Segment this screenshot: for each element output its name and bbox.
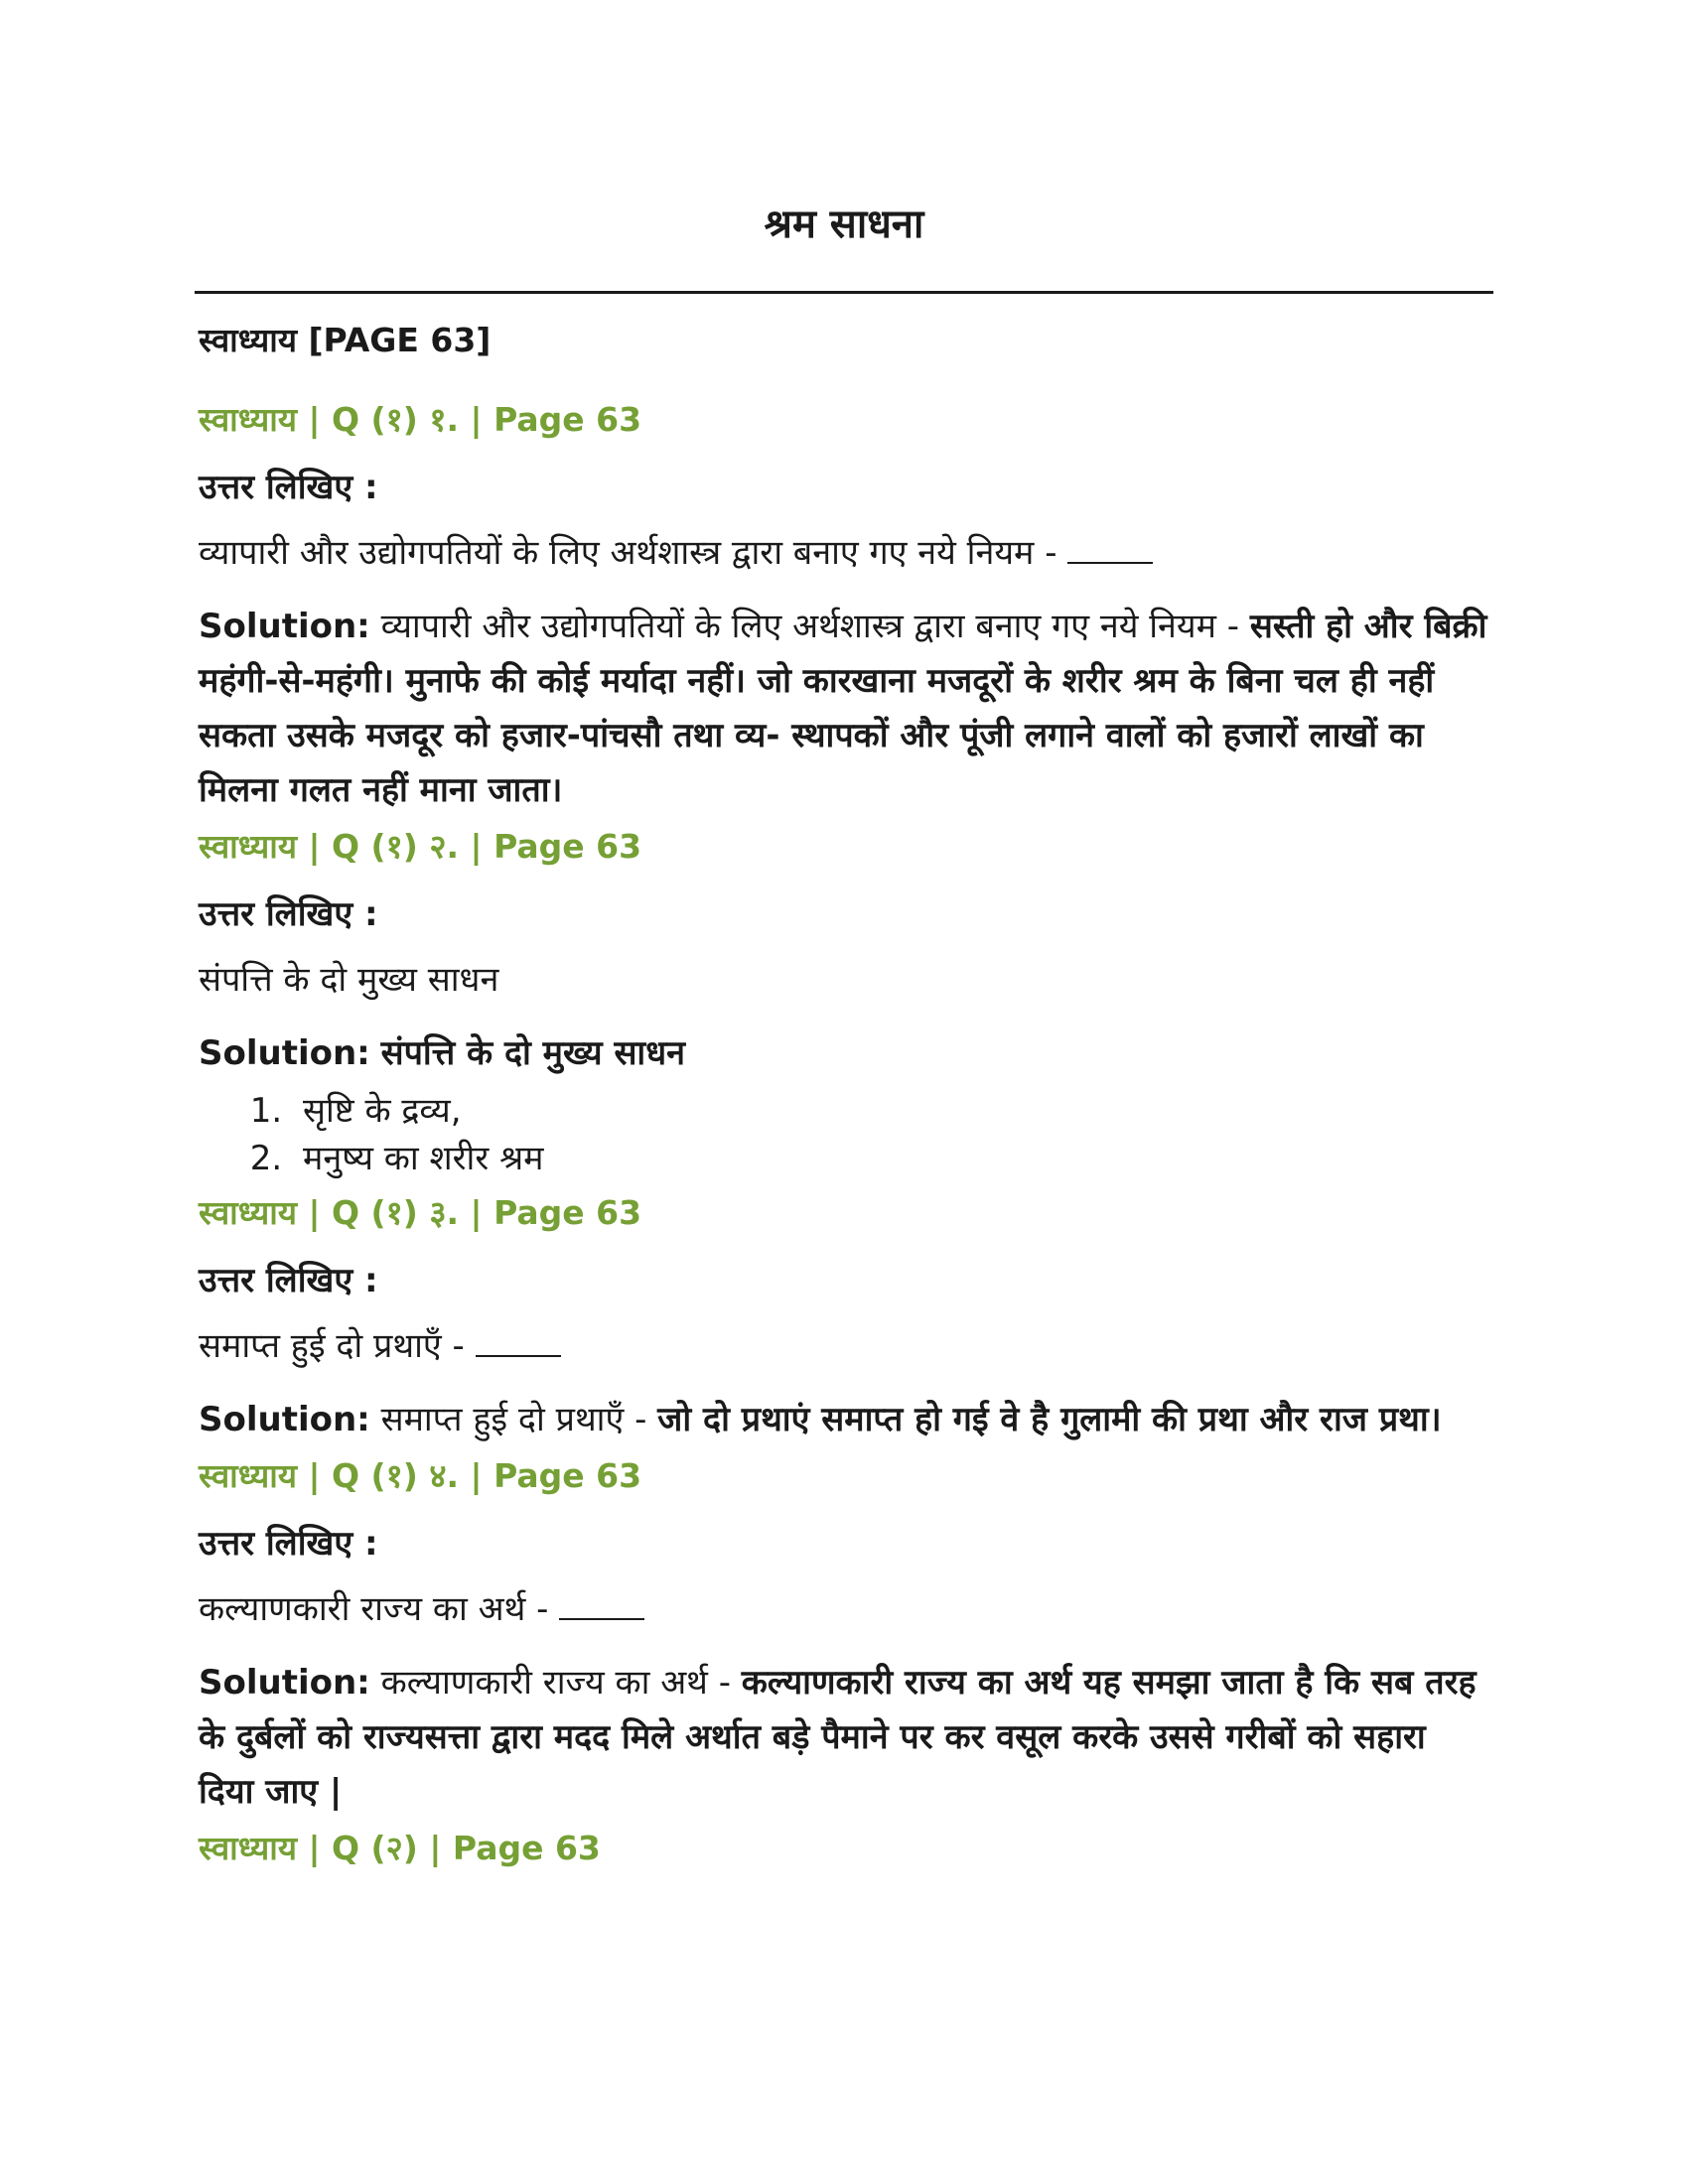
title-divider <box>195 291 1493 294</box>
solution-label: Solution: <box>199 607 370 646</box>
section-heading: स्वाध्याय [PAGE 63] <box>199 321 492 359</box>
solution-label: Solution: <box>199 1663 370 1703</box>
content-body <box>199 316 1491 1891</box>
question-prompt: उत्तर लिखिए : <box>199 894 378 934</box>
answer-blank <box>559 1588 644 1620</box>
list-item: 1. सृष्टि के द्रव्य, <box>293 1087 1491 1135</box>
solution-list <box>199 1087 1491 1182</box>
solution <box>199 1656 1491 1820</box>
question-prompt: उत्तर लिखिए : <box>199 1261 378 1300</box>
solution <box>199 600 1491 818</box>
question-block-3 <box>199 1188 1491 1447</box>
solution <box>199 1393 1491 1447</box>
question-text: कल्याणकारी राज्य का अर्थ - <box>199 1584 1491 1634</box>
solution-answer: कल्याणकारी राज्य का अर्थ यह समझा जाता है कि सब तरह के दुर्बलों को राज्यसत्ता द्वारा मदद मिले अर्थात बड़े पैमाने पर कर वसूल करके उससे गरीबों को सहारा दिया जाए | <box>199 1663 1477 1812</box>
question-block-4 <box>199 1451 1491 1820</box>
question-ref[interactable]: स्वाध्याय | Q (१) १. | Page 63 <box>199 400 642 439</box>
question-ref[interactable]: स्वाध्याय | Q (१) ४. | Page 63 <box>199 1456 642 1495</box>
question-prompt: उत्तर लिखिए : <box>199 468 378 507</box>
question-ref[interactable]: स्वाध्याय | Q (१) ३. | Page 63 <box>199 1193 642 1232</box>
solution-answer: सस्ती हो और बिक्री महंगी-से-महंगी। मुनाफे की कोई मर्यादा नहीं। जो कारखाना मजदूरों के शरीर श्रम के बिना चल ही नहीं सकता उसके मजदूर को हजार-पांचसौ तथा व्य- स्थापकों और पूंजी लगाने वालों को हजारों लाखों का मिलना गलत नहीं माना जाता। <box>199 607 1487 810</box>
answer-blank <box>1067 532 1153 564</box>
page-title: श्रम साधना <box>764 202 924 247</box>
solution-lead: समाप्त हुई दो प्रथाएँ - <box>369 1400 658 1439</box>
answer-blank <box>476 1325 561 1357</box>
question-ref[interactable]: स्वाध्याय | Q (२) | Page 63 <box>199 1829 601 1867</box>
solution-answer: संपत्ति के दो मुख्य साधन <box>380 1033 686 1073</box>
question-text: व्यापारी और उद्योगपतियों के लिए अर्थशास्त्र द्वारा बनाए गए नये नियम - <box>199 528 1491 578</box>
solution-answer: जो दो प्रथाएं समाप्त हो गई वे है गुलामी की प्रथा और राज प्रथा। <box>657 1400 1442 1439</box>
solution-lead: व्यापारी और उद्योगपतियों के लिए अर्थशास्त्र द्वारा बनाए गए नये नियम - <box>369 607 1250 646</box>
solution <box>199 1026 1491 1081</box>
question-block-2 <box>199 822 1491 1182</box>
question-text: संपत्ति के दो मुख्य साधन <box>199 960 499 1000</box>
question-block-1 <box>199 395 1491 818</box>
solution-label: Solution: <box>199 1400 370 1439</box>
question-text: समाप्त हुई दो प्रथाएँ - <box>199 1321 1491 1371</box>
question-ref[interactable]: स्वाध्याय | Q (१) २. | Page 63 <box>199 827 642 866</box>
solution-label: Solution: <box>199 1033 370 1073</box>
list-item: 2. मनुष्य का शरीर श्रम <box>293 1135 1491 1182</box>
question-prompt: उत्तर लिखिए : <box>199 1524 378 1564</box>
solution-lead: कल्याणकारी राज्य का अर्थ - <box>369 1663 742 1703</box>
